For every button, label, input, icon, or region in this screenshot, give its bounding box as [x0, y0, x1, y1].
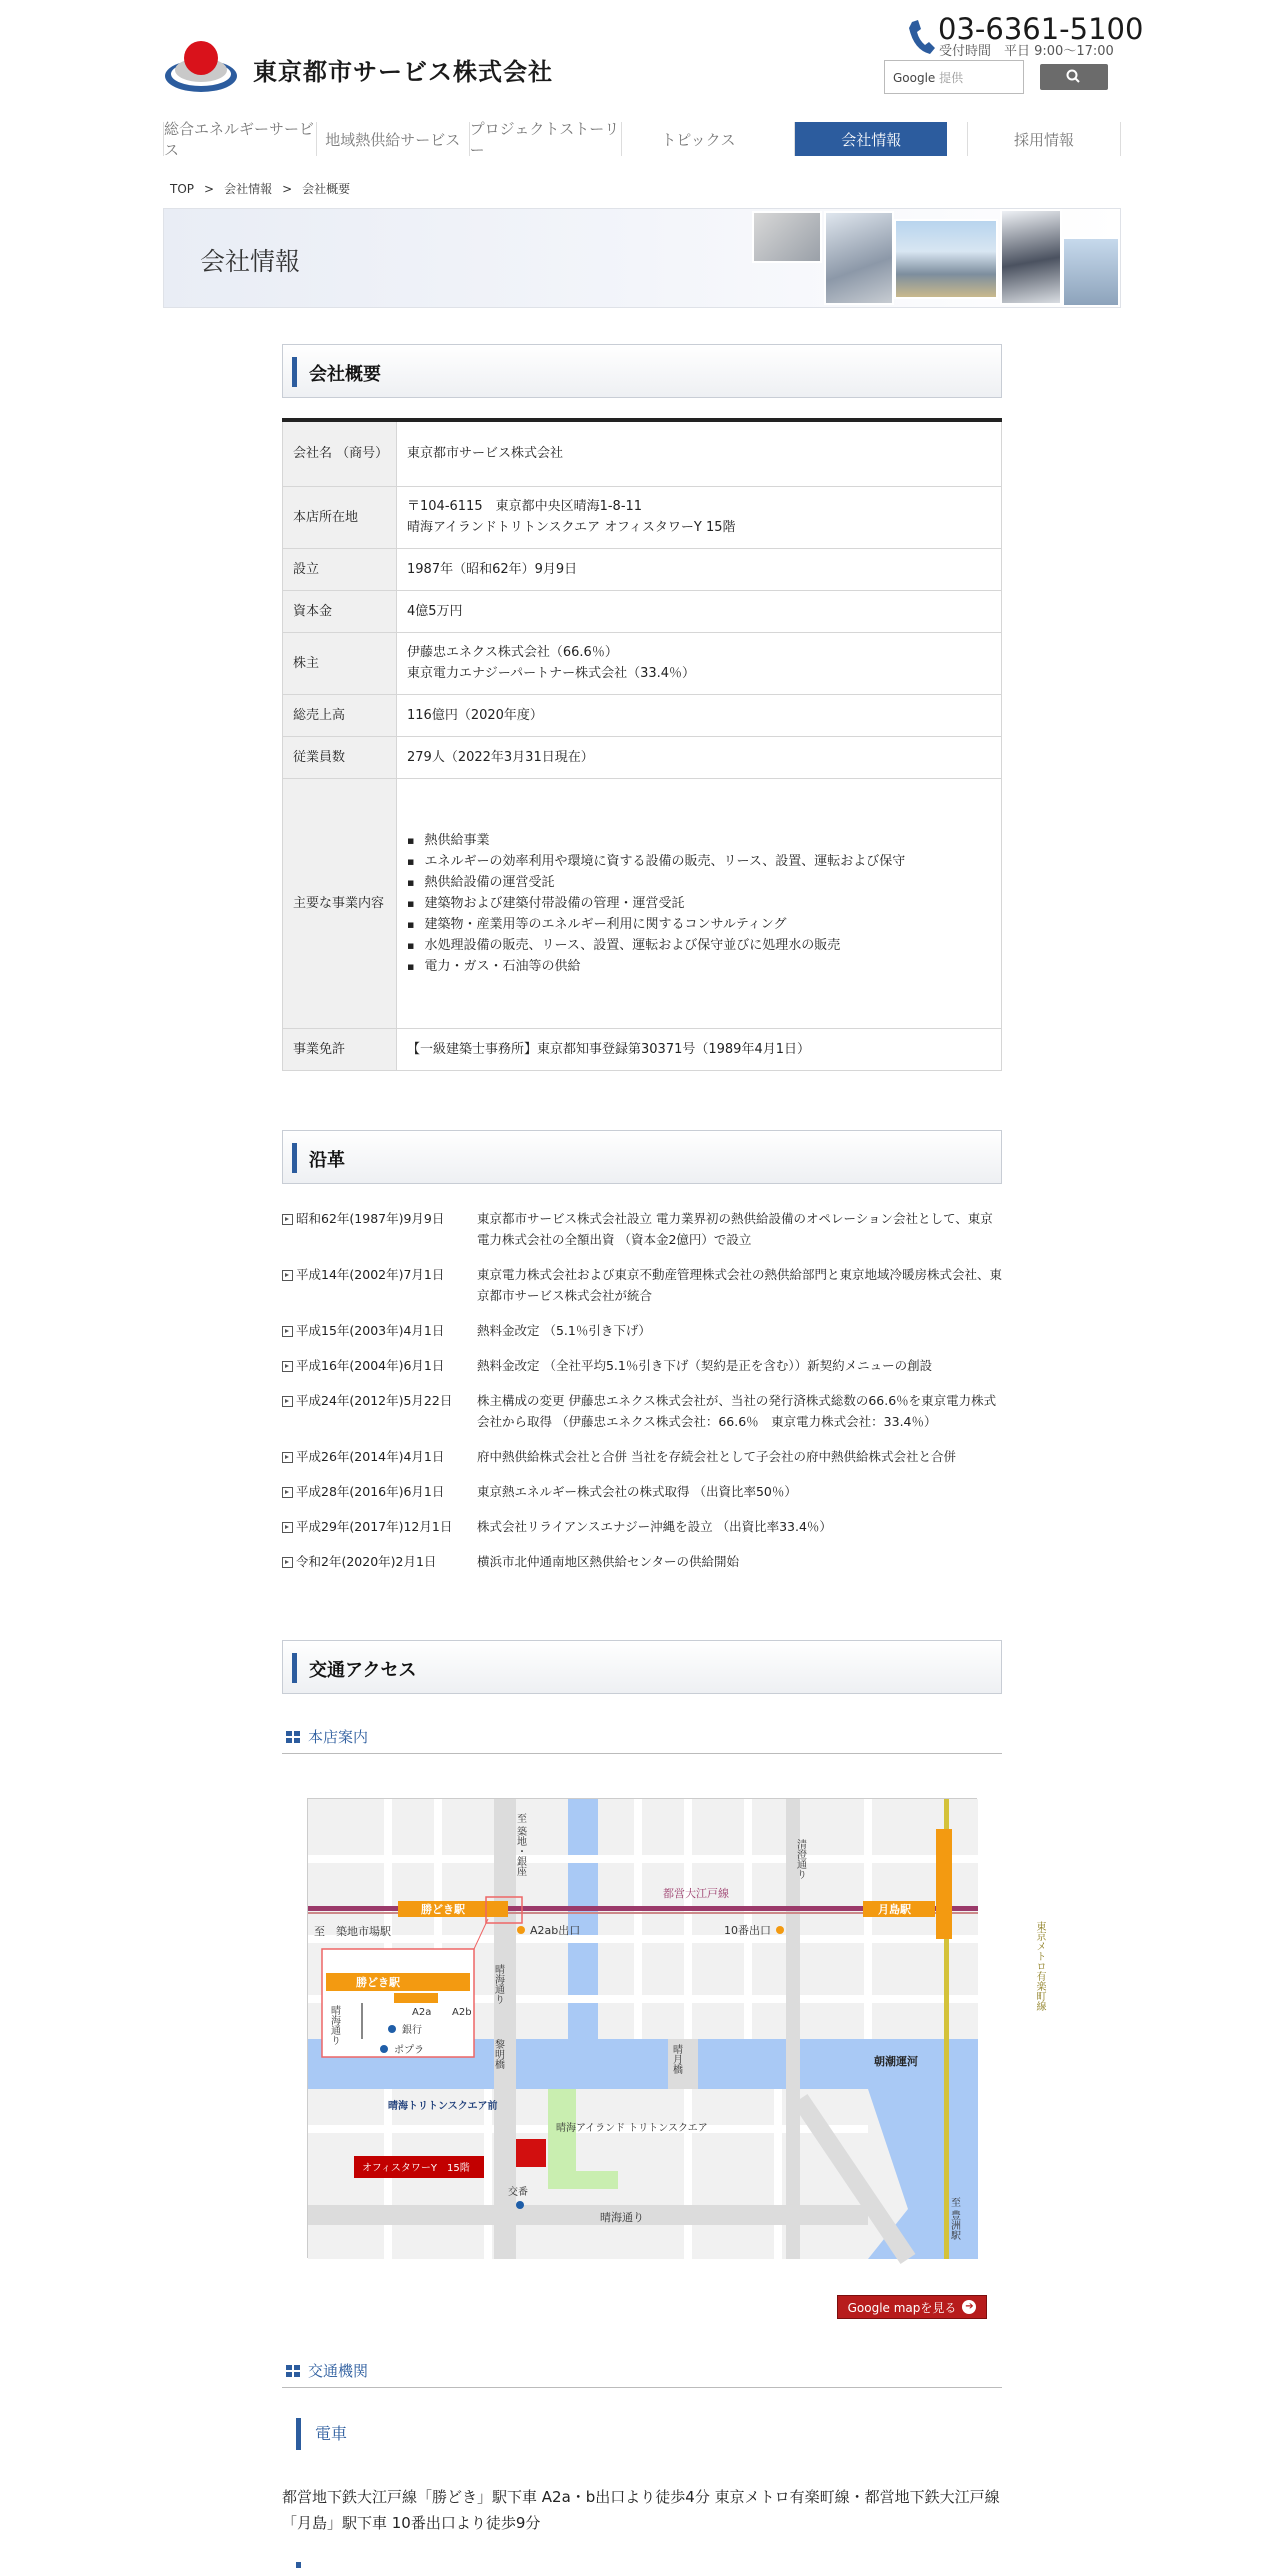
- list-item: ▪ 建築物・産業用等のエネルギー利用に関するコンサルティング: [407, 914, 991, 935]
- row-key: 主要な事業内容: [283, 778, 397, 1028]
- history-date: 平成14年(2002年)7月1日: [282, 1264, 477, 1306]
- history-date: 平成29年(2017年)12月1日: [282, 1516, 477, 1537]
- inset-poplar-dot: [380, 2045, 388, 2053]
- nav-item-company[interactable]: 会社情報: [794, 122, 947, 156]
- page-title: 会社情報: [200, 247, 301, 276]
- kiyosumi-label: 清澄通り: [794, 1839, 806, 1879]
- search-brand: Google: [893, 71, 936, 85]
- overview-heading: 会社概要: [309, 364, 381, 385]
- history-text: 東京都市サービス株式会社設立 電力業界初の熱供給設備のオペレーション会社として、東京電力株式会社の全額出資 （資本金2億円）で設立: [477, 1211, 993, 1247]
- nav-item-topics[interactable]: トピックス: [621, 122, 774, 156]
- yurakucho-label: 東京メトロ有楽町線: [955, 1921, 1045, 1932]
- list-item: ▪ 水処理設備の販売、リース、設置、運転および保守並びに処理水の販売: [407, 935, 991, 956]
- section-heading-access: [282, 1640, 1002, 1694]
- access-heading: 交通アクセス: [309, 1660, 417, 1681]
- history-text: 横浜市北仲通南地区熱供給センターの供給開始: [477, 1554, 740, 1569]
- history-date: 平成26年(2014年)4月1日: [282, 1446, 477, 1467]
- triton-park-east: [576, 2171, 618, 2189]
- train-heading: 電車: [296, 2418, 347, 2450]
- tsukishima-label: 月島駅: [878, 1903, 911, 1916]
- banner-photo-building: [894, 219, 998, 299]
- phone-icon: [906, 18, 936, 56]
- office-label: オフィスタワーY 15階: [362, 2163, 470, 2174]
- row-value: [397, 486, 1002, 548]
- history-row: [282, 1355, 1002, 1376]
- list-item: ▪ 熱供給設備の運営受託: [407, 872, 991, 893]
- history-text: 熱料金改定 （5.1％引き下げ）: [477, 1323, 651, 1338]
- train-directions: 都営地下鉄大江戸線「勝どき」駅下車 A2a・b出口より徒歩4分 東京メトロ有楽町線・都営地下鉄大江戸線「月島」駅下車 10番出口より徒歩9分: [282, 2488, 1000, 2532]
- reimei-label: 黎明橋: [492, 2039, 504, 2069]
- nav-item-energy[interactable]: 総合エネルギーサービス: [164, 120, 315, 159]
- breadcrumb-company[interactable]: 会社情報: [224, 182, 273, 196]
- office-subheading: [282, 1720, 1002, 1754]
- history-row: [282, 1516, 1002, 1537]
- history-row: [282, 1390, 1002, 1432]
- inset-bank-dot: [388, 2025, 396, 2033]
- list-item: ▪ エネルギーの効率利用や環境に資する設備の販売、リース、設置、運転および保守: [407, 851, 991, 872]
- exit-a2ab-dot: [517, 1926, 525, 1934]
- table-row: [283, 1028, 1002, 1070]
- search-placeholder: 提供: [939, 71, 964, 85]
- business-list: [407, 830, 991, 977]
- history-text: 東京熱エネルギー株式会社の株式取得 （出資比率50％）: [477, 1484, 797, 1499]
- table-row: [283, 778, 1002, 1028]
- banner-photo-business: [1000, 209, 1062, 305]
- table-row: [283, 694, 1002, 736]
- list-item: ▪ 建築物および建築付帯設備の管理・運営受託: [407, 893, 991, 914]
- exit-a2ab-label: A2ab出口: [530, 1924, 581, 1937]
- history-list: [282, 1208, 1002, 1586]
- to-market-label: 至 築地市場駅: [314, 1925, 391, 1938]
- global-nav: [163, 120, 1121, 159]
- banner-photo-hands: [752, 211, 822, 263]
- address-line: 晴海アイランドトリトンスクエア オフィスタワーY 15階: [407, 520, 736, 535]
- row-value: 1987年（昭和62年）9月9日: [397, 548, 1002, 590]
- harumi-dori-h-label: 晴海通り: [600, 2211, 644, 2224]
- inset-exit-a: [394, 1993, 438, 2003]
- phone-number: 03-6361-5100: [938, 12, 1144, 46]
- row-value: 4億5万円: [397, 590, 1002, 632]
- table-row: [283, 736, 1002, 778]
- heading-bar: [292, 1143, 297, 1173]
- office-building: [516, 2139, 546, 2167]
- business-hours: 受付時間 平日 9:00〜17:00: [939, 44, 1114, 59]
- table-row: [283, 420, 1002, 486]
- row-value: [397, 778, 1002, 1028]
- company-logo-icon[interactable]: [163, 40, 239, 92]
- nav-item-district-heating[interactable]: 地域熱供給サービス: [316, 122, 469, 156]
- history-heading: 沿革: [309, 1150, 345, 1171]
- inset-a2b-label: A2b: [452, 2007, 472, 2018]
- table-row: [283, 548, 1002, 590]
- row-value: 116億円（2020年度）: [397, 694, 1002, 736]
- oedo-line-label: 都営大江戸線: [663, 1887, 729, 1900]
- to-tsukiji-label: 至 築地・銀座: [514, 1813, 526, 1877]
- history-text: 府中熱供給株式会社と合併 当社を存続会社として子会社の府中熱供給株式会社と合併: [477, 1449, 956, 1464]
- history-row: [282, 1446, 1002, 1467]
- nav-item-recruit[interactable]: 採用情報: [967, 122, 1121, 156]
- row-key: 事業免許: [283, 1028, 397, 1070]
- office-heading: 本店案内: [308, 1728, 369, 1746]
- exit-10-dot: [776, 1926, 784, 1934]
- table-row: [283, 590, 1002, 632]
- inset-poplar-label: ポプラ: [394, 2045, 424, 2056]
- history-date: 平成24年(2012年)5月22日: [282, 1390, 477, 1432]
- history-text: 株主構成の変更 伊藤忠エネクス株式会社が、当社の発行済株式総数の66.6％を東京電力株式会社から取得 （伊藤忠エネクス株式会社：66.6％ 東京電力株式会社：33.4％）: [477, 1393, 997, 1429]
- history-text: 東京電力株式会社および東京不動産管理株式会社の熱供給部門と東京地域冷暖房株式会社、東京都市サービス株式会社が統合: [477, 1267, 1003, 1303]
- inset-a2a-label: A2a: [412, 2007, 432, 2018]
- section-heading-overview: [282, 344, 1002, 398]
- koban-dot: [516, 2201, 524, 2209]
- search-icon: [1040, 64, 1108, 90]
- shareholder: 伊藤忠エネクス株式会社（66.6％）: [407, 645, 618, 660]
- history-row: [282, 1320, 1002, 1341]
- heading-bar: [292, 357, 297, 387]
- history-text: 熱料金改定 （全社平均5.1％引き下げ（契約是正を含む））新契約メニューの創設: [477, 1358, 933, 1373]
- table-row: [283, 632, 1002, 694]
- asashio-label: 朝潮運河: [874, 2055, 918, 2068]
- overview-table: [282, 418, 1002, 1071]
- nav-item-project-story[interactable]: プロジェクトストーリー: [469, 122, 622, 156]
- triton-label: 晴海アイランド トリトンスクエア: [556, 2123, 708, 2134]
- exit-10-label: 10番出口: [724, 1924, 771, 1937]
- history-date: 平成15年(2003年)4月1日: [282, 1320, 477, 1341]
- list-item: ▪ 電力・ガス・石油等の供給: [407, 956, 991, 977]
- row-value: 【一級建築士事務所】東京都知事登録第30371号（1989年4月1日）: [397, 1028, 1002, 1070]
- row-key: 本店所在地: [283, 486, 397, 548]
- google-map-label: Google mapを見る: [847, 2300, 957, 2315]
- row-key: 従業員数: [283, 736, 397, 778]
- search-button[interactable]: [1040, 64, 1108, 90]
- history-text: 株式会社リライアンスエナジー沖縄を設立 （出資比率33.4％）: [477, 1519, 832, 1534]
- breadcrumb-current: 会社概要: [302, 182, 351, 196]
- list-item: ▪ 熱供給事業: [407, 830, 991, 851]
- road-harumi-horizontal: [308, 2205, 868, 2225]
- transport-heading: 交通機関: [308, 2362, 369, 2380]
- harumi-bridge-label: 晴月橋: [670, 2044, 682, 2074]
- page-banner: [163, 208, 1121, 308]
- shareholder: 東京電力エナジーパートナー株式会社（33.4％）: [407, 666, 696, 681]
- row-value: 279人（2022年3月31日現在）: [397, 736, 1002, 778]
- row-key: 設立: [283, 548, 397, 590]
- history-date: 平成28年(2016年)6月1日: [282, 1481, 477, 1502]
- history-row: [282, 1481, 1002, 1502]
- koban-label: 交番: [508, 2187, 528, 2198]
- breadcrumb-top[interactable]: TOP: [170, 182, 195, 196]
- triton-park: [548, 2089, 576, 2189]
- row-value: [397, 632, 1002, 694]
- breadcrumb: TOP > 会社情報 > 会社概要: [170, 182, 351, 196]
- grid-icon: [286, 1731, 300, 1743]
- history-row: [282, 1551, 1002, 1572]
- row-value: 東京都市サービス株式会社: [397, 420, 1002, 486]
- inset-harumi-label: 晴海通り: [328, 2005, 340, 2045]
- address-line: 〒104-6115 東京都中央区晴海1-8-11: [407, 499, 643, 514]
- history-date: 昭和62年(1987年)9月9日: [282, 1208, 477, 1250]
- next-heading-bar: [296, 2562, 301, 2568]
- row-key: 総売上高: [283, 694, 397, 736]
- history-row: [282, 1264, 1002, 1306]
- kachidoki-label: 勝どき駅: [421, 1903, 465, 1916]
- heading-bar: [292, 1653, 297, 1683]
- grid-icon: [286, 2365, 300, 2377]
- banner-photo-skyline: [1062, 237, 1120, 307]
- history-date: 令和2年(2020年)2月1日: [282, 1551, 477, 1572]
- access-map[interactable]: [307, 1798, 1045, 2258]
- table-row: [283, 486, 1002, 548]
- search-input[interactable]: [884, 60, 1024, 94]
- inset-kachidoki-label: 勝どき駅: [356, 1976, 400, 1989]
- tsukishima-station-vertical: [936, 1829, 952, 1939]
- google-map-button[interactable]: [837, 2295, 987, 2319]
- row-key: 資本金: [283, 590, 397, 632]
- row-key: 株主: [283, 632, 397, 694]
- history-date: 平成16年(2004年)6月1日: [282, 1355, 477, 1376]
- row-key: 会社名 （商号）: [283, 420, 397, 486]
- section-heading-history: [282, 1130, 1002, 1184]
- harumi-dori-v-label: 晴海通り: [492, 1964, 504, 2004]
- arrow-right-icon: ➔: [962, 2300, 976, 2314]
- company-name[interactable]: 東京都市サービス株式会社: [253, 58, 553, 86]
- inset-bank-label: 銀行: [402, 2025, 422, 2036]
- history-row: [282, 1208, 1002, 1250]
- transport-subheading: [282, 2354, 1002, 2388]
- triton-mae-label: 晴海トリトンスクエア前: [388, 2101, 498, 2112]
- banner-photo-office: [824, 211, 894, 305]
- to-toyosu-label: 至 豊洲駅: [948, 2197, 960, 2241]
